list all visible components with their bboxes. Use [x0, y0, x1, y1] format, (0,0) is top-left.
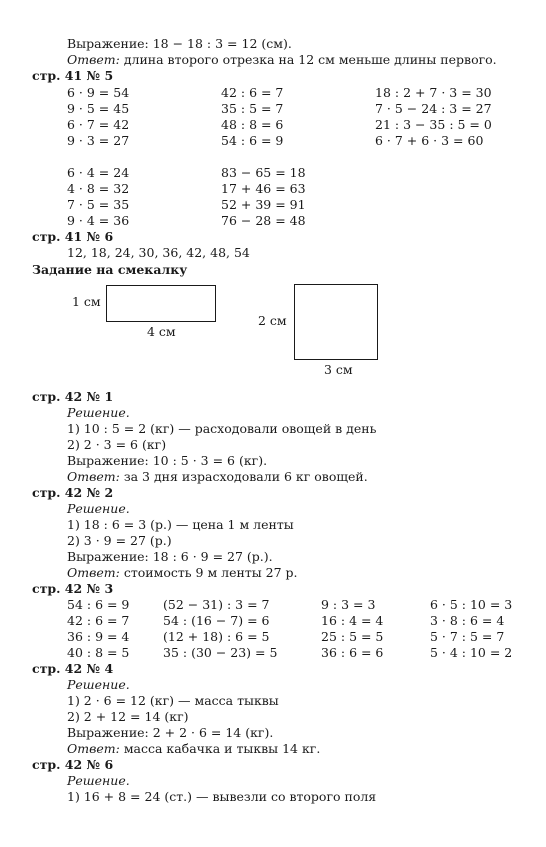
answer-label: Ответ: [67, 469, 120, 484]
equation: 35 : (30 − 23) = 5 [163, 645, 278, 660]
heading-p42-n2: стр. 42 № 2 [32, 485, 114, 500]
equation: 3 · 8 : 6 = 4 [430, 613, 505, 628]
heading-p42-n1: стр. 42 № 1 [32, 389, 114, 404]
solution-step: 1) 10 : 5 = 2 (кг) — расходовали овощей в день [67, 421, 377, 436]
equation: 48 : 8 = 6 [221, 117, 284, 132]
intro-answer [67, 52, 497, 68]
equation: 83 − 65 = 18 [221, 165, 306, 180]
equation: 6 · 7 = 42 [67, 117, 130, 132]
p42n6-body [67, 773, 376, 805]
p42n2-body [67, 501, 298, 581]
equation: (12 + 18) : 6 = 5 [163, 629, 270, 644]
answer-line [67, 741, 320, 757]
equation: 21 : 3 − 35 : 5 = 0 [375, 117, 492, 132]
p42n3-col4 [430, 597, 512, 661]
intro-expression: Выражение: 18 − 18 : 3 = 12 (см). [67, 36, 292, 51]
p41n5-col1 [67, 85, 129, 149]
solution-step: 1) 2 · 6 = 12 (кг) — масса тыквы [67, 693, 279, 708]
equation: 9 · 5 = 45 [67, 101, 130, 116]
expression-line: Выражение: 18 : 6 · 9 = 27 (р.). [67, 549, 273, 564]
p41n6-sequence: 12, 18, 24, 30, 36, 42, 48, 54 [67, 245, 250, 260]
heading-p41-n6: стр. 41 № 6 [32, 229, 114, 244]
equation: 54 : 6 = 9 [221, 133, 284, 148]
solution-label: Решение. [67, 501, 130, 516]
equation: (52 − 31) : 3 = 7 [163, 597, 270, 612]
p42n1-body [67, 405, 376, 485]
p41n5-col3 [375, 85, 492, 149]
equation: 6 · 5 : 10 = 3 [430, 597, 513, 612]
answer-label: Ответ: [67, 741, 120, 756]
answer-line [67, 469, 376, 485]
equation: 16 : 4 = 4 [321, 613, 384, 628]
solution-step: 2) 3 · 9 = 27 (р.) [67, 533, 172, 548]
equation: 42 : 6 = 7 [221, 85, 284, 100]
rect-bottom-label: 4 см [147, 324, 176, 339]
equation: 54 : (16 − 7) = 6 [163, 613, 270, 628]
p42n4-body [67, 677, 320, 757]
rect-side-label: 1 см [72, 294, 101, 309]
answer-label: Ответ: [67, 565, 120, 580]
p42n3-col3 [321, 597, 383, 661]
equation: 7 · 5 − 24 : 3 = 27 [375, 101, 492, 116]
equation: 25 : 5 = 5 [321, 629, 384, 644]
square-figure [294, 284, 378, 360]
expression-line: Выражение: 10 : 5 · 3 = 6 (кг). [67, 453, 268, 468]
solution-step: 1) 18 : 6 = 3 (р.) — цена 1 м ленты [67, 517, 294, 532]
heading-p42-n3: стр. 42 № 3 [32, 581, 114, 596]
equation: 6 · 7 + 6 · 3 = 60 [375, 133, 484, 148]
equation: 18 : 2 + 7 · 3 = 30 [375, 85, 492, 100]
equation: 42 : 6 = 7 [67, 613, 130, 628]
equation: 6 · 9 = 54 [67, 85, 130, 100]
solution-label: Решение. [67, 405, 130, 420]
equation: 9 : 3 = 3 [321, 597, 376, 612]
heading-p42-n4: стр. 42 № 4 [32, 661, 114, 676]
equation: 76 − 28 = 48 [221, 213, 306, 228]
equation: 5 · 4 : 10 = 2 [430, 645, 513, 660]
answer-text: длина второго отрезка на 12 см меньше длины первого. [119, 52, 497, 67]
solution-label: Решение. [67, 677, 130, 692]
p42n3-col2 [163, 597, 277, 661]
p42n3-col1 [67, 597, 129, 661]
equation: 5 · 7 : 5 = 7 [430, 629, 505, 644]
equation: 52 + 39 = 91 [221, 197, 306, 212]
equation: 35 : 5 = 7 [221, 101, 284, 116]
equation: 40 : 8 = 5 [67, 645, 130, 660]
square-bottom-label: 3 см [324, 362, 353, 377]
equation: 6 · 4 = 24 [67, 165, 130, 180]
equation: 36 : 6 = 6 [321, 645, 384, 660]
square-side-label: 2 см [258, 313, 287, 328]
answer-text: масса кабачка и тыквы 14 кг. [119, 741, 321, 756]
p41n5-col4 [67, 165, 129, 229]
solution-step: 2) 2 + 12 = 14 (кг) [67, 709, 189, 724]
solution-label: Решение. [67, 773, 130, 788]
equation: 7 · 5 = 35 [67, 197, 130, 212]
rectangle-figure [106, 285, 216, 322]
expression-line: Выражение: 2 + 2 · 6 = 14 (кг). [67, 725, 274, 740]
heading-puzzle: Задание на смекалку [32, 262, 188, 277]
equation: 36 : 9 = 4 [67, 629, 130, 644]
answer-line [67, 565, 298, 581]
equation: 54 : 6 = 9 [67, 597, 130, 612]
equation: 9 · 3 = 27 [67, 133, 130, 148]
solution-step: 1) 16 + 8 = 24 (ст.) — вывезли со второго поля [67, 789, 377, 804]
solution-step: 2) 2 · 3 = 6 (кг) [67, 437, 167, 452]
answer-label: Ответ: [67, 52, 120, 67]
answer-text: за 3 дня израсходовали 6 кг овощей. [119, 469, 368, 484]
heading-p41-n5: стр. 41 № 5 [32, 68, 114, 83]
answer-text: стоимость 9 м ленты 27 р. [119, 565, 298, 580]
equation: 4 · 8 = 32 [67, 181, 130, 196]
p41n5-col2 [221, 85, 283, 149]
equation: 17 + 46 = 63 [221, 181, 306, 196]
p41n5-col5 [221, 165, 306, 229]
equation: 9 · 4 = 36 [67, 213, 130, 228]
heading-p42-n6: стр. 42 № 6 [32, 757, 114, 772]
